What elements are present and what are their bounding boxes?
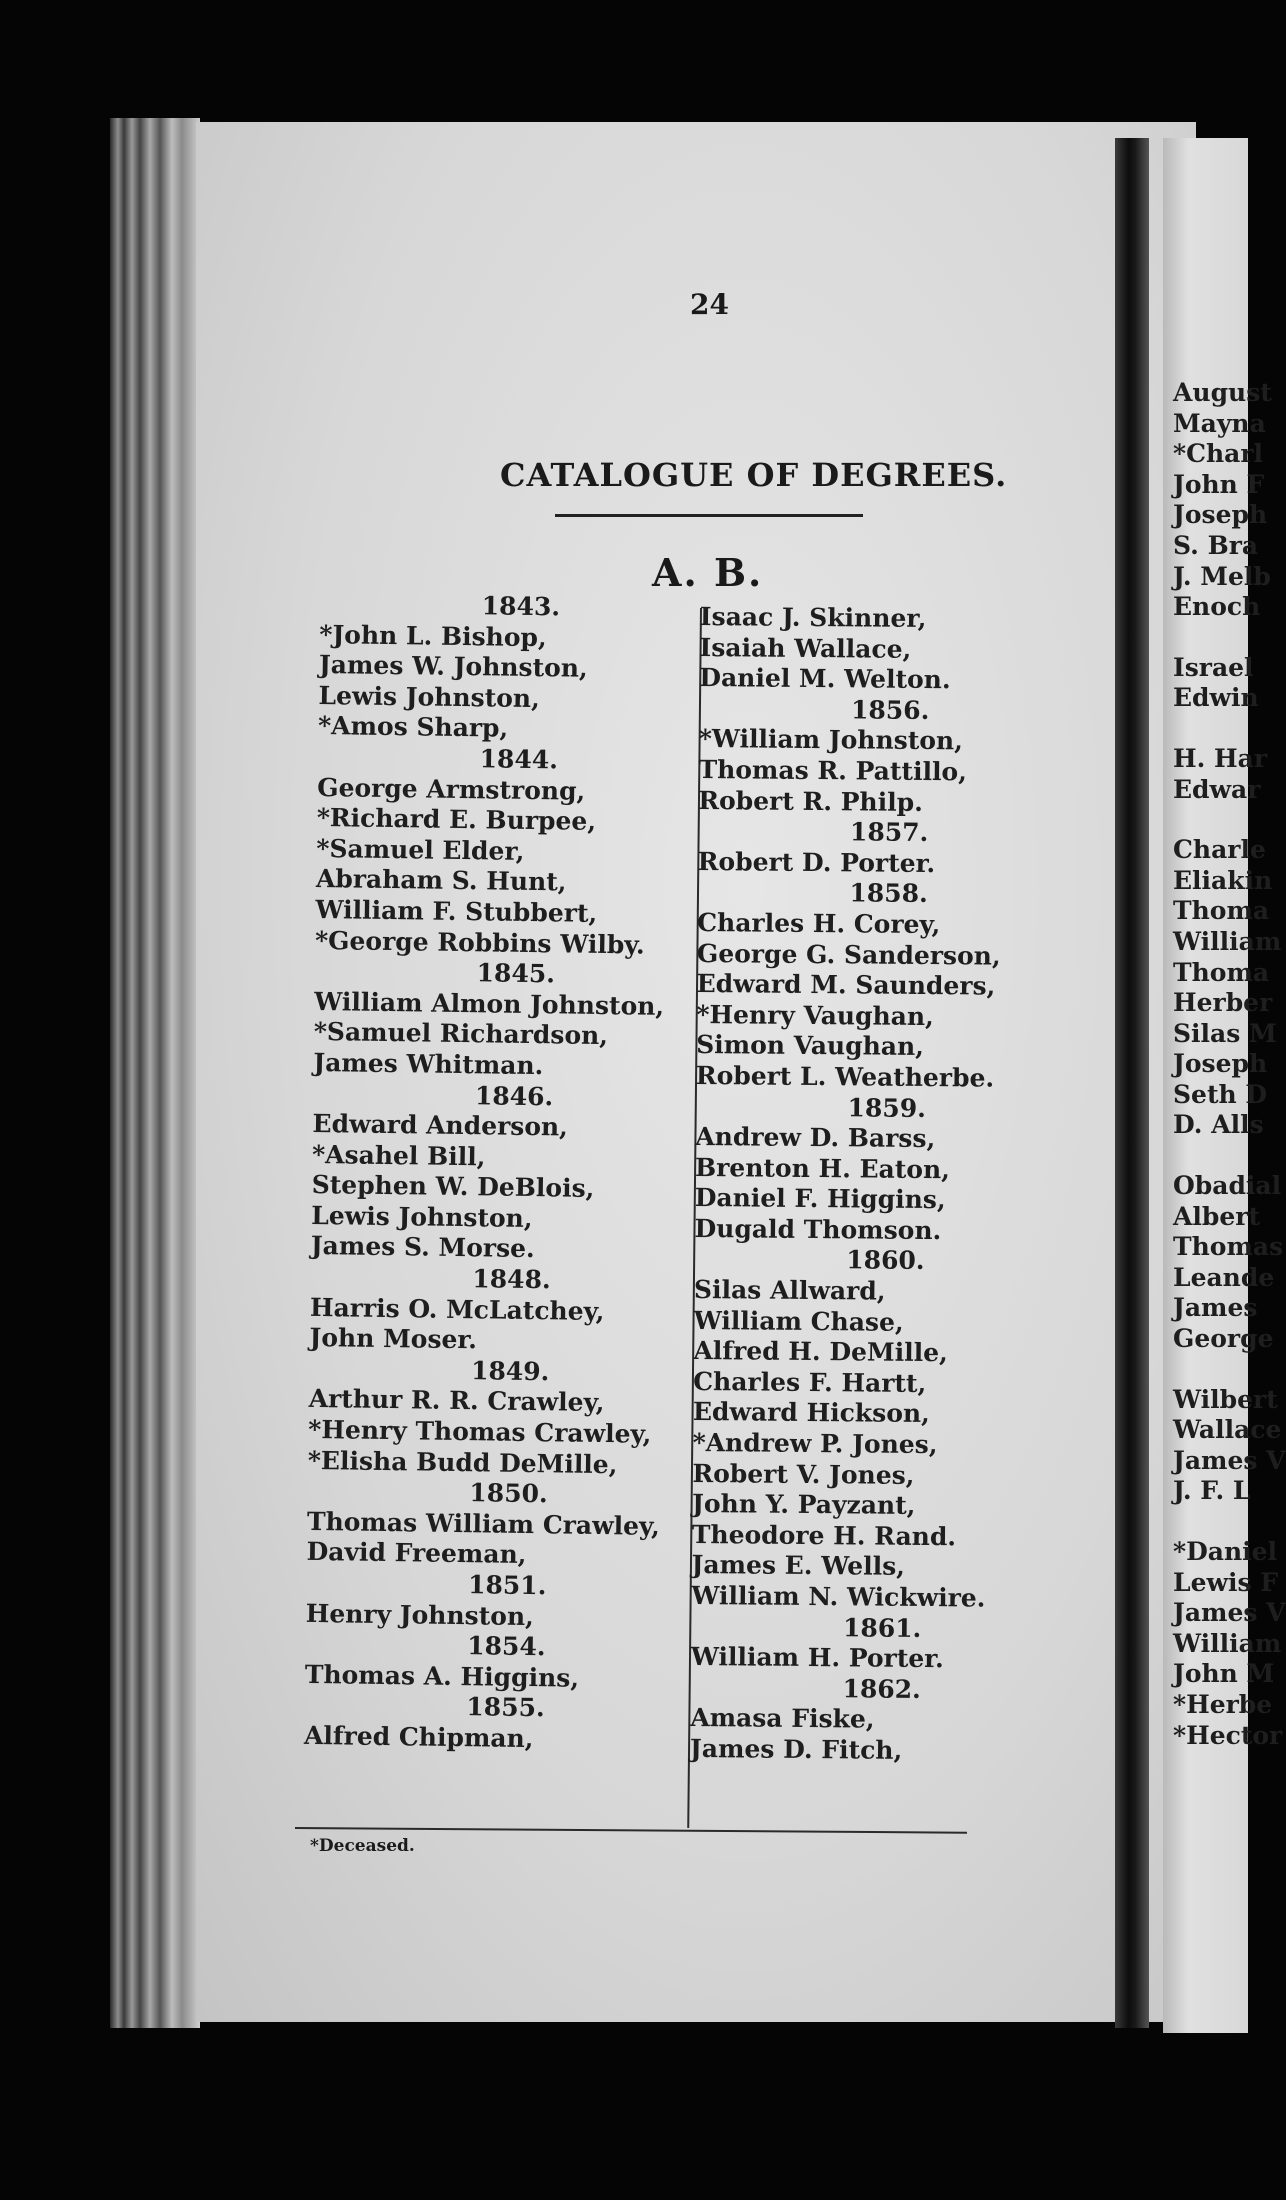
graduate-name: *Henry Vaughan, xyxy=(696,999,934,1031)
graduate-name: George G. Sanderson, xyxy=(696,938,1001,971)
graduation-year: 1844. xyxy=(479,744,559,775)
graduate-name: Dugald Thomson. xyxy=(694,1213,942,1246)
facing-page-name-fragment: *Herbe xyxy=(1173,1689,1273,1719)
graduation-year: 1862. xyxy=(842,1674,921,1704)
graduate-name: James Whitman. xyxy=(313,1047,544,1081)
right-name-column xyxy=(690,602,1004,1767)
graduate-name: William H. Porter. xyxy=(690,1642,944,1674)
facing-page-name-fragment: *Hector xyxy=(1173,1720,1283,1750)
facing-page-name-fragment: James V xyxy=(1173,1598,1286,1628)
left-name-column xyxy=(304,589,673,1756)
graduate-name: Daniel F. Higgins, xyxy=(694,1183,946,1215)
facing-page-name-fragment: Thoma xyxy=(1173,896,1270,926)
graduate-name: William F. Stubbert, xyxy=(315,894,598,928)
facing-page-name-fragment: Edwin xyxy=(1173,683,1259,713)
graduate-name: Stephen W. DeBlois, xyxy=(311,1170,595,1204)
facing-page-name-fragment: William xyxy=(1173,1628,1282,1658)
facing-page-name-fragment: Eliakin xyxy=(1173,865,1273,895)
graduation-year: 1858. xyxy=(849,878,928,909)
facing-page-name-fragment: William xyxy=(1173,926,1282,956)
graduate-name: Alfred H. DeMille, xyxy=(693,1336,948,1368)
degree-heading: A. B. xyxy=(652,550,764,595)
graduate-name: Robert V. Jones, xyxy=(692,1458,915,1490)
graduate-name: Isaiah Wallace, xyxy=(699,632,912,664)
graduate-name: Arthur R. R. Crawley, xyxy=(308,1384,605,1418)
graduate-name: David Freeman, xyxy=(306,1537,527,1570)
facing-page-name-fragment: Edwar xyxy=(1173,774,1261,804)
graduate-name: William Chase, xyxy=(693,1305,904,1337)
facing-page-name-fragment: Obadial xyxy=(1173,1171,1282,1201)
graduate-name: Simon Vaughan, xyxy=(696,1030,925,1062)
facing-page-name-fragment: John M xyxy=(1173,1659,1275,1689)
page-title: CATALOGUE OF DEGREES. xyxy=(500,456,1008,494)
facing-page-name-fragment: August xyxy=(1173,378,1272,407)
graduation-year: 1851. xyxy=(467,1570,547,1601)
facing-page-name-fragment: Joseph xyxy=(1173,1049,1268,1079)
graduate-name: Alfred Chipman, xyxy=(303,1720,534,1754)
graduate-name: James D. Fitch, xyxy=(689,1733,903,1765)
graduate-name: John Moser. xyxy=(309,1323,478,1355)
graduation-year: 1856. xyxy=(850,695,930,725)
facing-page-name-fragment: Thoma xyxy=(1173,957,1270,987)
graduation-year: 1857. xyxy=(849,817,929,848)
graduate-name: Brenton H. Eaton, xyxy=(694,1152,951,1184)
graduate-name: William N. Wickwire. xyxy=(691,1580,986,1613)
facing-page-name-fragment: Joseph xyxy=(1173,500,1268,530)
facing-page-name-fragment: J. Melb xyxy=(1173,561,1271,591)
graduate-name: *Samuel Richardson, xyxy=(313,1017,609,1051)
graduate-name: James S. Morse. xyxy=(310,1231,535,1264)
graduate-name: *Henry Thomas Crawley, xyxy=(308,1414,652,1449)
page-number: 24 xyxy=(690,288,729,321)
facing-page-name-fragment: J. F. L xyxy=(1173,1476,1251,1506)
graduate-name: *Elisha Budd DeMille, xyxy=(307,1445,618,1479)
facing-page-name-fragment: Mayna xyxy=(1173,408,1266,438)
graduate-name: Edward M. Saunders, xyxy=(696,969,996,1001)
graduate-name: *Amos Sharp, xyxy=(317,711,509,744)
graduate-name: Robert D. Porter. xyxy=(697,846,936,878)
graduate-name: Isaac J. Skinner, xyxy=(699,602,927,633)
graduation-year: 1849. xyxy=(470,1356,550,1387)
facing-page-name-fragment: Leande xyxy=(1173,1262,1275,1292)
facing-page-name-fragment: James V xyxy=(1173,1445,1286,1475)
book-gutter xyxy=(1115,138,1149,2028)
facing-page-name-fragment: Wilbert xyxy=(1173,1384,1278,1414)
facing-page xyxy=(1163,138,1286,2033)
graduate-name: *Samuel Elder, xyxy=(316,833,525,866)
graduation-year: 1848. xyxy=(472,1264,551,1295)
graduate-name: *William Johnston, xyxy=(698,724,964,756)
graduate-name: Thomas R. Pattillo, xyxy=(698,754,968,787)
graduate-name: Abraham S. Hunt, xyxy=(315,864,567,897)
graduate-name: George Armstrong, xyxy=(317,772,586,806)
graduate-name: Silas Allward, xyxy=(693,1275,886,1306)
facing-page-name-fragment: Enoch xyxy=(1173,592,1261,622)
facing-page-name-fragment: James xyxy=(1173,1293,1258,1323)
graduate-name: James W. Johnston, xyxy=(318,650,588,683)
footnote: *Deceased. xyxy=(310,1836,415,1856)
facing-page-name-fragment: Silas M xyxy=(1173,1018,1277,1048)
graduation-year: 1855. xyxy=(466,1692,545,1723)
facing-page-name-fragment: Thomas xyxy=(1173,1232,1284,1262)
title-underline xyxy=(555,514,863,517)
graduate-name: Robert R. Philp. xyxy=(698,785,923,817)
graduate-name: Henry Johnston, xyxy=(305,1598,535,1631)
facing-page-name-fragment: Seth D xyxy=(1173,1079,1268,1109)
facing-page-name-fragment: Herber xyxy=(1173,988,1273,1018)
graduation-year: 1854. xyxy=(467,1631,546,1662)
graduate-name: John Y. Payzant, xyxy=(692,1489,916,1521)
graduate-name: Andrew D. Barss, xyxy=(695,1122,936,1154)
graduate-name: Daniel M. Welton. xyxy=(699,663,951,695)
graduation-year: 1860. xyxy=(846,1245,925,1276)
graduate-name: Thomas William Crawley, xyxy=(306,1506,661,1541)
graduate-name: Edward Anderson, xyxy=(312,1109,569,1142)
facing-page-name-fragment: John F xyxy=(1173,469,1265,499)
graduate-name: Charles H. Corey, xyxy=(697,907,941,940)
graduate-name: Lewis Johnston, xyxy=(318,680,541,713)
graduate-name: *Andrew P. Jones, xyxy=(692,1427,938,1460)
facing-page-name-fragment: George xyxy=(1173,1324,1274,1354)
graduation-year: 1846. xyxy=(474,1080,554,1111)
graduate-name: Thomas A. Higgins, xyxy=(304,1659,580,1693)
graduation-year: 1845. xyxy=(476,958,556,989)
page-edges xyxy=(110,118,200,2028)
facing-page-name-fragment: H. Har xyxy=(1173,743,1268,773)
facing-page-name-fragment: D. Alls xyxy=(1173,1110,1264,1140)
graduation-year: 1850. xyxy=(469,1478,548,1509)
facing-page-name-fragment: Israel xyxy=(1173,652,1254,682)
graduate-name: William Almon Johnston, xyxy=(314,986,665,1021)
graduate-name: Theodore H. Rand. xyxy=(691,1519,957,1552)
graduate-name: Lewis Johnston, xyxy=(311,1200,533,1233)
graduate-name: Edward Hickson, xyxy=(692,1397,930,1429)
graduate-name: Charles F. Hartt, xyxy=(693,1366,927,1398)
facing-page-name-fragment: *Daniel xyxy=(1173,1537,1278,1566)
facing-page-name-fragment: Wallace xyxy=(1173,1415,1282,1445)
graduation-year: 1843. xyxy=(481,591,561,622)
graduate-name: *Richard E. Burpee, xyxy=(316,803,597,837)
facing-page-name-fragment: Albert xyxy=(1173,1201,1260,1231)
facing-page-name-fragment: Charle xyxy=(1173,835,1266,865)
facing-page-name-fragment: *Charl xyxy=(1173,439,1264,469)
facing-page-name-fragment: Lewis F xyxy=(1173,1567,1279,1597)
graduate-name: James E. Wells, xyxy=(691,1550,906,1582)
graduation-year: 1859. xyxy=(847,1092,927,1123)
graduate-name: Amasa Fiske, xyxy=(690,1703,875,1734)
graduate-name: *Asahel Bill, xyxy=(311,1139,486,1172)
graduate-name: *John L. Bishop, xyxy=(319,619,547,652)
graduate-name: Robert L. Weatherbe. xyxy=(695,1060,995,1093)
graduation-year: 1861. xyxy=(842,1612,922,1643)
facing-page-column xyxy=(1173,378,1286,1751)
graduate-name: Harris O. McLatchey, xyxy=(309,1292,605,1326)
graduate-name: *George Robbins Wilby. xyxy=(314,925,645,960)
facing-page-name-fragment: S. Bra xyxy=(1173,530,1259,560)
